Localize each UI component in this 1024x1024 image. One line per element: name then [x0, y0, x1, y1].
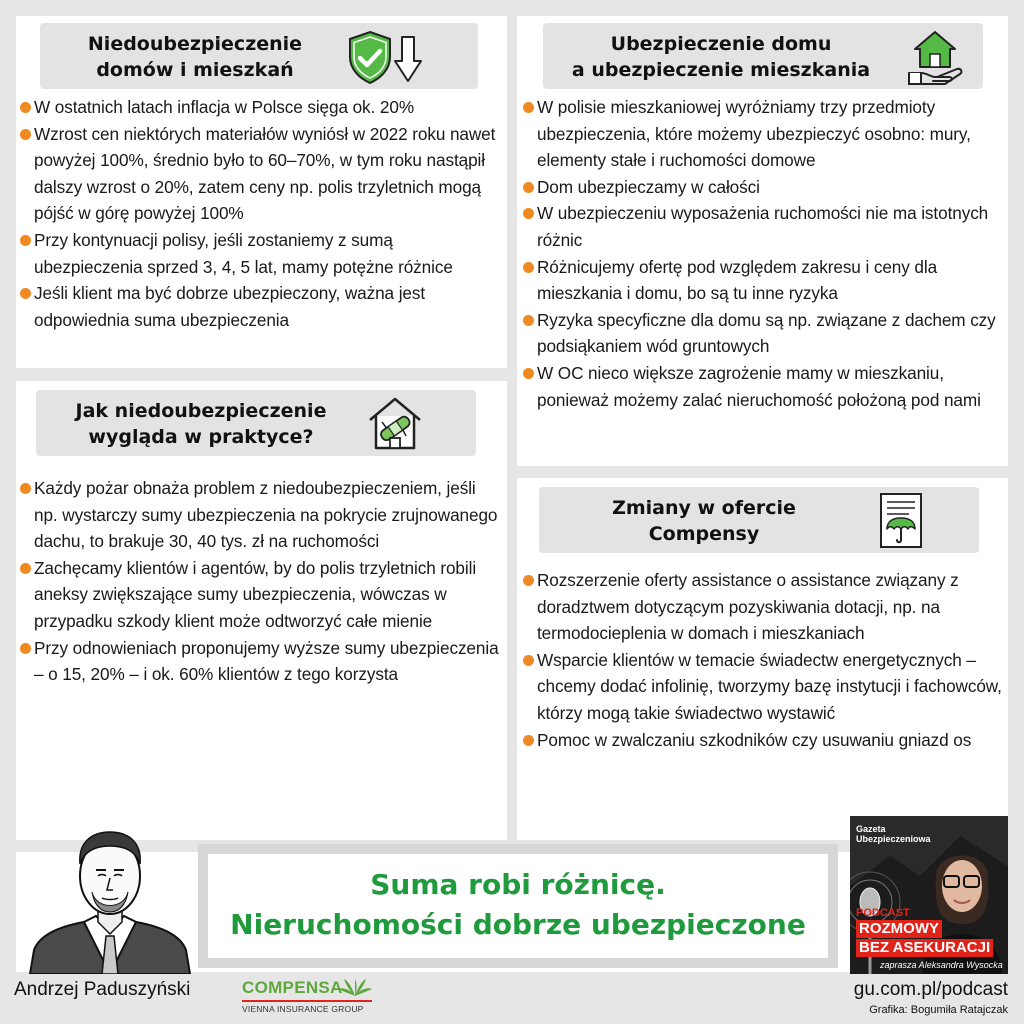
podcast-title-line2: BEZ ASEKURACJI	[856, 939, 993, 957]
panel-header	[543, 23, 983, 89]
person-name: Andrzej Paduszyński	[14, 979, 191, 1000]
document-umbrella-icon	[873, 491, 929, 551]
podcast-tag: PODCAST	[856, 907, 910, 919]
panel-title: Jak niedoubezpieczenie wygląda w praktyce?	[75, 400, 327, 448]
panel-underinsurance-practice	[16, 381, 507, 840]
list-item: Przy kontynuacji polisy, jeśli zostaniemy z sumą ubezpieczenia sprzed 3, 4, 5 lat, mamy potężne różnice	[20, 227, 502, 280]
panel-compensa-changes	[517, 478, 1008, 840]
compensa-logo-name: COMPENSA	[242, 978, 343, 997]
panel-header	[36, 390, 476, 456]
headline-line1: Suma robi różnicę.	[370, 868, 666, 901]
list-item: Jeśli klient ma być dobrze ubezpieczony, ważna jest odpowiednia suma ubezpieczenia	[20, 280, 502, 333]
panel-header	[40, 23, 478, 89]
panel-bullet-list	[20, 475, 502, 688]
list-item: Różnicujemy ofertę pod względem zakresu i ceny dla mieszkania i domu, bo są tu inne ryzyka	[523, 254, 1005, 307]
headline-line2: Nieruchomości dobrze ubezpieczone	[230, 908, 806, 941]
graphic-credit: Grafika: Bogumiła Ratajczak	[869, 1004, 1008, 1016]
compensa-logo-rule	[242, 1000, 372, 1002]
panel-bullet-list	[523, 94, 1005, 413]
podcast-brand-line1: Gazeta	[856, 824, 886, 834]
podcast-title-line1: ROZMOWY	[856, 920, 942, 938]
list-item: Ryzyka specyficzne dla domu są np. związane z dachem czy podsiąkaniem wód gruntowych	[523, 307, 1005, 360]
list-item: Pomoc w zwalczaniu szkodników czy usuwaniu gniazd os	[523, 727, 1005, 754]
list-item: Zachęcamy klientów i agentów, by do polis trzyletnich robili aneksy zwiększające sumy ubezpieczenia, wówczas w przypadku szkody klient może odtworzyć całe mienie	[20, 555, 502, 635]
website-link[interactable]: gu.com.pl/podcast	[853, 979, 1008, 1000]
panel-bullet-list	[20, 94, 502, 333]
list-item: Wsparcie klientów w temacie świadectw energetycznych – chcemy dodać infolinię, tworzymy bazę instytucji i fachowców, którzy mogą takie świadectwo wystawić	[523, 647, 1005, 727]
panel-title: Niedoubezpieczenie domów i mieszkań	[87, 33, 303, 81]
list-item: Rozszerzenie oferty assistance o assistance związany z doradztwem dotyczącym pozyskiwania dotacji, np. na termodocieplenia w domach i mieszkaniach	[523, 567, 1005, 647]
list-item: Dom ubezpieczamy w całości	[523, 174, 1005, 201]
panel-title: Ubezpieczenie domu a ubezpieczenie mieszkania	[571, 33, 871, 81]
damaged-house-bandage-icon	[364, 394, 426, 452]
compensa-logo	[242, 978, 402, 1018]
panel-title: Zmiany w ofercie Compensy	[612, 497, 796, 545]
list-item: W OC nieco większe zagrożenie mamy w mieszkaniu, ponieważ możemy zalać nieruchomość położoną pod nami	[523, 360, 1005, 413]
panel-underinsurance	[16, 16, 507, 368]
list-item: Każdy pożar obnaża problem z niedoubezpieczeniem, jeśli np. wystarczy sumy ubezpieczenia na pokrycie zrujnowanego dachu, to brakuje 30, 40 tys. zł na ruchomości	[20, 475, 502, 555]
compensa-logo-tagline: VIENNA INSURANCE GROUP	[242, 1004, 364, 1014]
list-item: W ostatnich latach inflacja w Polsce sięga ok. 20%	[20, 94, 502, 121]
list-item: W ubezpieczeniu wyposażenia ruchomości nie ma istotnych różnic	[523, 200, 1005, 253]
house-on-hand-icon	[903, 27, 969, 87]
shield-check-down-arrow-icon	[346, 29, 426, 87]
panel-header	[539, 487, 979, 553]
list-item: Wzrost cen niektórych materiałów wyniósł w 2022 roku nawet powyżej 100%, średnio było to 60–70%, w tym roku nastąpił dalszy wzrost o 20%, zatem ceny np. polis trzyletnich mogą pójść w górę powyżej 100%	[20, 121, 502, 227]
list-item: Przy odnowieniach proponujemy wyższe sumy ubezpieczenia – o 15, 20% – i ok. 60% klientów z tego korzysta	[20, 635, 502, 688]
headline-box	[198, 844, 838, 968]
panel-bullet-list	[523, 567, 1005, 753]
podcast-cover	[850, 816, 1008, 974]
portrait-illustration	[22, 812, 198, 974]
podcast-host: zaprasza Aleksandra Wysocka	[880, 960, 1003, 970]
panel-house-vs-apartment	[517, 16, 1008, 466]
podcast-brand-line2: Ubezpieczeniowa	[856, 834, 931, 844]
list-item: W polisie mieszkaniowej wyróżniamy trzy przedmioty ubezpieczenia, które możemy ubezpieczyć osobno: mury, elementy stałe i ruchomości domowe	[523, 94, 1005, 174]
compensa-leaf-icon	[338, 979, 372, 997]
